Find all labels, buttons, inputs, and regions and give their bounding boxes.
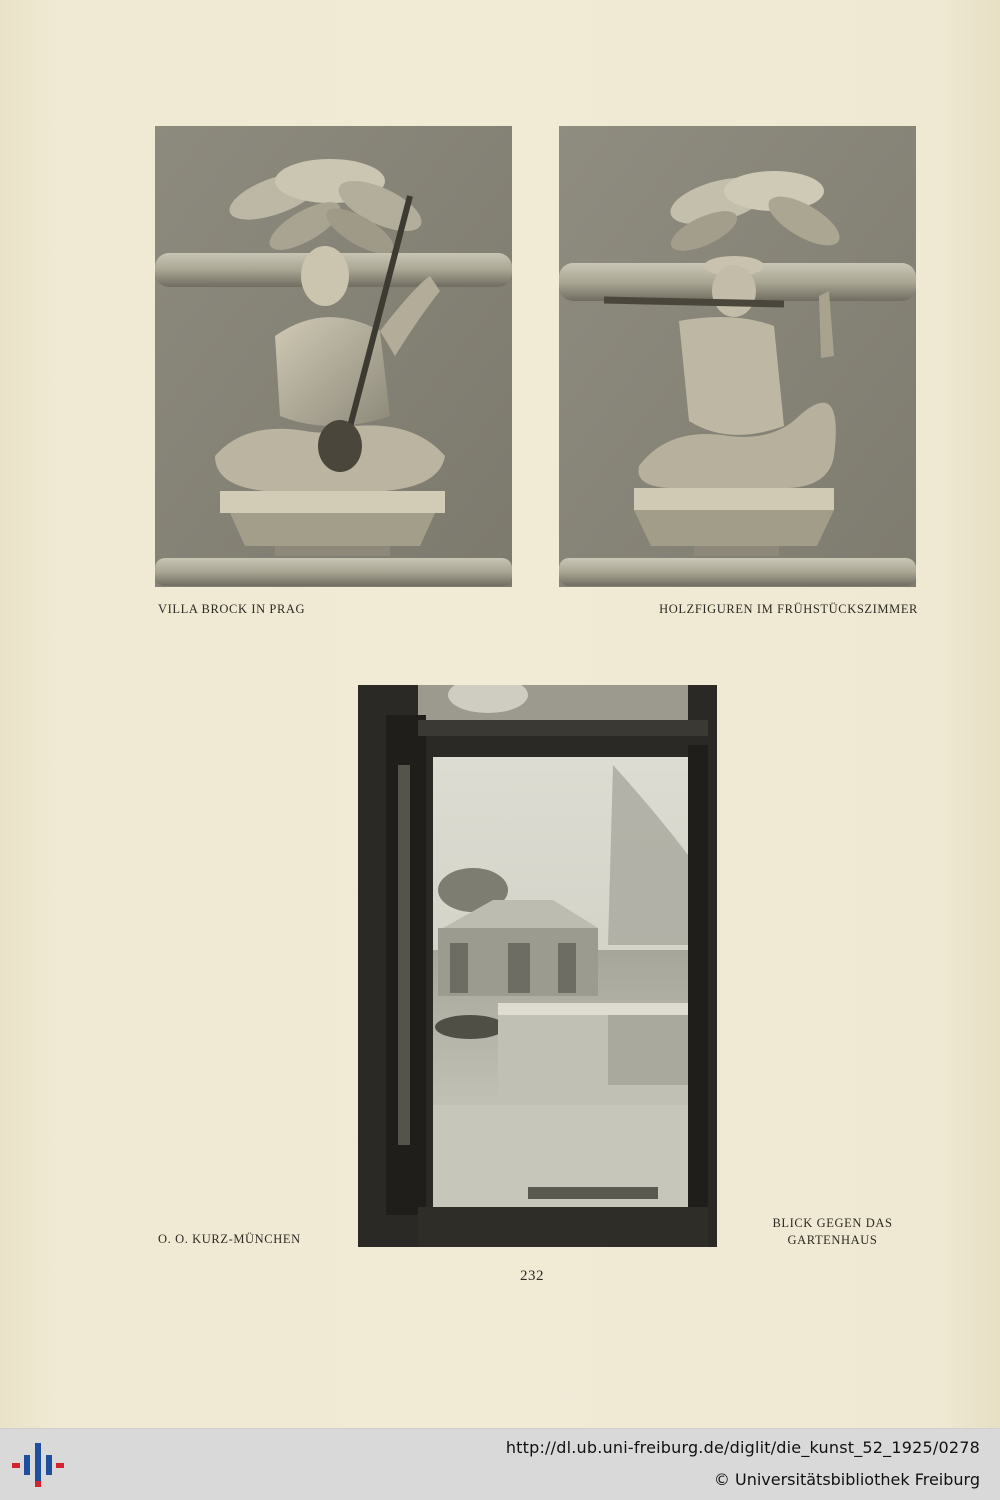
caption-right-photo: HOLZFIGUREN IM FRÜHSTÜCKSZIMMER: [659, 602, 918, 616]
photo-lute-player-figure: [155, 126, 512, 587]
caption-bottom-photo: BLICK GEGEN DAS GARTENHAUS: [772, 1216, 893, 1247]
copyright-notice: © Universitätsbibliothek Freiburg: [713, 1470, 980, 1489]
page-number: 232: [520, 1268, 544, 1284]
photo-view-to-garden-house: [358, 685, 717, 1247]
ub-freiburg-logo-icon: [12, 1441, 64, 1489]
caption-author: O. O. KURZ-MÜNCHEN: [158, 1232, 301, 1246]
library-footer: [0, 1428, 1000, 1500]
photo-flute-player-figure: [559, 126, 916, 587]
permalink-url[interactable]: http://dl.ub.uni-freiburg.de/diglit/die_kunst_52_1925/0278: [505, 1438, 980, 1457]
caption-left-photo: VILLA BROCK IN PRAG: [158, 602, 306, 616]
